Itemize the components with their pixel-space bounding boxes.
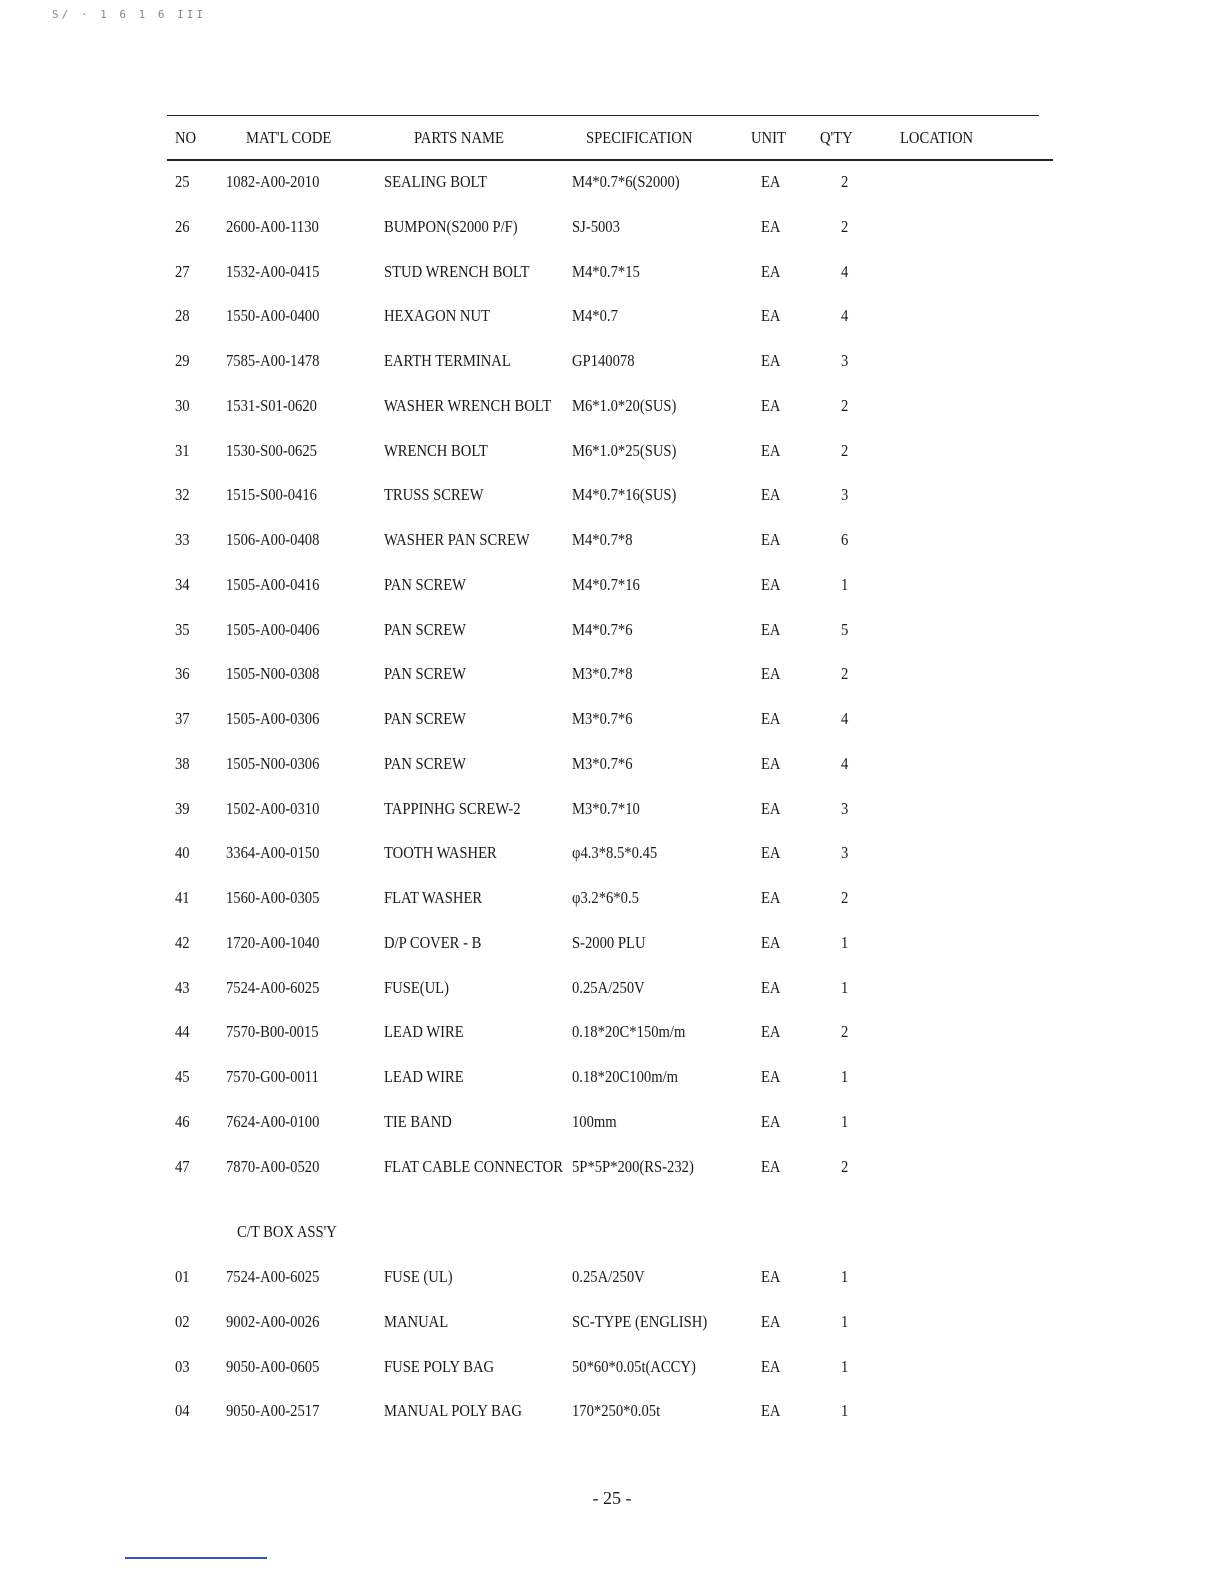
cell-name: FLAT CABLE CONNECTOR [384, 1156, 563, 1176]
cell-code: 1530-S00-0625 [226, 440, 317, 460]
table-row [0, 213, 1224, 241]
cell-no: 47 [175, 1156, 190, 1176]
cell-name: FUSE POLY BAG [384, 1356, 495, 1376]
cell-code: 1505-N00-0308 [226, 664, 320, 684]
table-header-row [0, 126, 1224, 150]
cell-qty: 1 [841, 1267, 849, 1286]
cell-unit: EA [761, 1111, 781, 1131]
cell-spec: M4*0.7*8 [572, 530, 633, 549]
cell-name: SEALING BOLT [384, 172, 488, 191]
cell-unit: EA [761, 216, 781, 236]
cell-unit: EA [761, 261, 781, 281]
cell-name: MANUAL [384, 1311, 449, 1331]
cell-spec: φ4.3*8.5*0.45 [572, 843, 658, 863]
cell-spec: M4*0.7*16 [572, 574, 640, 594]
cell-no: 34 [175, 574, 190, 594]
cell-spec: M3*0.7*10 [572, 798, 640, 818]
cell-unit: EA [761, 574, 781, 594]
cell-unit: EA [761, 1356, 781, 1376]
cell-code: 7570-G00-0011 [226, 1067, 319, 1086]
cell-unit: EA [761, 1022, 781, 1042]
cell-unit: EA [761, 306, 781, 326]
table-row [0, 1353, 1224, 1381]
table-row [0, 481, 1224, 509]
header-no: NO [175, 128, 197, 147]
cell-name: LEAD WIRE [384, 1022, 464, 1042]
cell-unit: EA [761, 1156, 781, 1176]
table-row [0, 660, 1224, 688]
cell-no: 35 [175, 619, 190, 639]
cell-unit: EA [761, 798, 781, 818]
cell-code: 1505-N00-0306 [226, 753, 320, 773]
section-title: C/T BOX ASS'Y [237, 1222, 337, 1241]
cell-unit: EA [761, 888, 781, 907]
cell-unit: EA [761, 932, 781, 952]
cell-unit: EA [761, 709, 781, 728]
cell-no: 31 [175, 440, 190, 460]
cell-qty: 4 [841, 306, 849, 326]
cell-no: 30 [175, 395, 190, 415]
cell-spec: M4*0.7*16(SUS) [572, 485, 677, 505]
cell-spec: 0.18*20C*150m/m [572, 1022, 686, 1042]
cell-name: PAN SCREW [384, 619, 466, 639]
cell-no: 28 [175, 306, 190, 326]
cell-code: 7624-A00-0100 [226, 1111, 320, 1131]
cell-name: EARTH TERMINAL [384, 351, 511, 370]
cell-qty: 2 [841, 888, 849, 907]
cell-code: 7524-A00-6025 [226, 977, 320, 997]
cell-unit: EA [761, 619, 781, 639]
cell-qty: 5 [841, 619, 849, 639]
cell-spec: 50*60*0.05t(ACCY) [572, 1356, 696, 1376]
cell-qty: 2 [841, 1022, 849, 1042]
table-row [0, 974, 1224, 1002]
table-row [0, 392, 1224, 420]
cell-unit: EA [761, 351, 781, 370]
cell-spec: GP140078 [572, 351, 635, 370]
table-row [0, 705, 1224, 733]
cell-qty: 4 [841, 709, 849, 728]
cell-code: 7870-A00-0520 [226, 1156, 320, 1176]
cell-name: STUD WRENCH BOLT [384, 261, 530, 281]
table-row [0, 1018, 1224, 1046]
cell-qty: 2 [841, 395, 849, 415]
table-top-rule [167, 115, 1039, 116]
cell-qty: 6 [841, 530, 849, 549]
cell-qty: 3 [841, 843, 849, 863]
cell-no: 32 [175, 485, 190, 505]
table-row [0, 616, 1224, 644]
cell-no: 29 [175, 351, 190, 370]
cell-code: 1505-A00-0416 [226, 574, 320, 594]
cell-spec: M4*0.7*6(S2000) [572, 172, 680, 191]
cell-code: 1506-A00-0408 [226, 530, 320, 549]
cell-qty: 3 [841, 351, 849, 370]
table-row [0, 571, 1224, 599]
cell-code: 1720-A00-1040 [226, 932, 320, 952]
cell-qty: 3 [841, 485, 849, 505]
cell-spec: M3*0.7*6 [572, 709, 633, 728]
cell-qty: 1 [841, 1311, 849, 1331]
cell-code: 1502-A00-0310 [226, 798, 320, 818]
cell-no: 02 [175, 1311, 190, 1331]
cell-name: TOOTH WASHER [384, 843, 497, 863]
cell-code: 3364-A00-0150 [226, 843, 320, 863]
header-qty: Q'TY [820, 128, 853, 147]
cell-spec: M4*0.7*6 [572, 619, 633, 639]
cell-no: 37 [175, 709, 190, 728]
table-row [0, 1063, 1224, 1091]
table-header-rule [167, 159, 1053, 161]
cell-spec: M3*0.7*6 [572, 753, 633, 773]
cell-name: BUMPON(S2000 P/F) [384, 216, 518, 236]
table-row [0, 1108, 1224, 1136]
cell-code: 7585-A00-1478 [226, 351, 320, 370]
cell-qty: 1 [841, 1401, 849, 1421]
cell-name: FUSE(UL) [384, 977, 449, 997]
cell-no: 03 [175, 1356, 190, 1376]
cell-name: WRENCH BOLT [384, 440, 488, 460]
cell-name: MANUAL POLY BAG [384, 1401, 522, 1421]
table-row [0, 750, 1224, 778]
cell-no: 38 [175, 753, 190, 773]
cell-qty: 3 [841, 798, 849, 818]
cell-qty: 1 [841, 1356, 849, 1376]
table-row [0, 258, 1224, 286]
header-code: MAT'L CODE [246, 128, 332, 147]
cell-no: 46 [175, 1111, 190, 1131]
cell-no: 33 [175, 530, 190, 549]
footer-link-underline [125, 1557, 267, 1559]
cell-qty: 1 [841, 574, 849, 594]
cell-no: 26 [175, 216, 190, 236]
cell-qty: 1 [841, 977, 849, 997]
table-row [0, 795, 1224, 823]
cell-no: 01 [175, 1267, 190, 1286]
cell-qty: 2 [841, 1156, 849, 1176]
header-name: PARTS NAME [414, 128, 504, 147]
cell-spec: M6*1.0*20(SUS) [572, 395, 677, 415]
table-row [0, 437, 1224, 465]
cell-name: LEAD WIRE [384, 1067, 464, 1086]
cell-qty: 2 [841, 664, 849, 684]
cell-code: 1560-A00-0305 [226, 888, 320, 907]
cell-spec: 100mm [572, 1111, 617, 1131]
cell-qty: 1 [841, 932, 849, 952]
table-row [0, 302, 1224, 330]
header-unit: UNIT [751, 128, 786, 147]
cell-no: 45 [175, 1067, 190, 1086]
cell-no: 36 [175, 664, 190, 684]
cell-spec: M3*0.7*8 [572, 664, 633, 684]
cell-qty: 2 [841, 216, 849, 236]
table-row [0, 1308, 1224, 1336]
cell-name: WASHER PAN SCREW [384, 530, 530, 549]
cell-spec: M6*1.0*25(SUS) [572, 440, 677, 460]
cell-unit: EA [761, 1401, 781, 1421]
cell-name: PAN SCREW [384, 574, 466, 594]
cell-code: 9050-A00-2517 [226, 1401, 320, 1421]
cell-spec: φ3.2*6*0.5 [572, 888, 639, 907]
cell-code: 7524-A00-6025 [226, 1267, 320, 1286]
cell-code: 1532-A00-0415 [226, 261, 320, 281]
cell-no: 40 [175, 843, 190, 863]
cell-name: PAN SCREW [384, 709, 466, 728]
cell-unit: EA [761, 664, 781, 684]
table-row [0, 526, 1224, 554]
cell-unit: EA [761, 753, 781, 773]
cell-unit: EA [761, 1067, 781, 1086]
table-row [0, 1263, 1224, 1291]
header-spec: SPECIFICATION [586, 128, 693, 147]
table-row [0, 839, 1224, 867]
cell-spec: SC-TYPE (ENGLISH) [572, 1311, 708, 1331]
cell-spec: 170*250*0.05t [572, 1401, 661, 1421]
cell-name: WASHER WRENCH BOLT [384, 395, 552, 415]
cell-qty: 2 [841, 172, 849, 191]
cell-qty: 4 [841, 753, 849, 773]
cell-unit: EA [761, 530, 781, 549]
cell-no: 43 [175, 977, 190, 997]
cell-code: 9050-A00-0605 [226, 1356, 320, 1376]
cell-name: FUSE (UL) [384, 1267, 453, 1286]
cell-spec: 0.25A/250V [572, 977, 645, 997]
cell-no: 41 [175, 888, 190, 907]
cell-unit: EA [761, 440, 781, 460]
cell-unit: EA [761, 1311, 781, 1331]
table-row [0, 1397, 1224, 1425]
cell-code: 9002-A00-0026 [226, 1311, 320, 1331]
table-row [0, 884, 1224, 912]
cell-code: 1550-A00-0400 [226, 306, 320, 326]
cell-code: 2600-A00-1130 [226, 216, 319, 236]
header-location: LOCATION [900, 128, 974, 147]
cell-spec: 0.25A/250V [572, 1267, 645, 1286]
cell-no: 04 [175, 1401, 190, 1421]
table-row [0, 929, 1224, 957]
cell-spec: S-2000 PLU [572, 932, 646, 952]
cell-code: 7570-B00-0015 [226, 1022, 319, 1042]
cell-no: 44 [175, 1022, 190, 1042]
cell-code: 1082-A00-2010 [226, 172, 320, 191]
cell-qty: 1 [841, 1067, 849, 1086]
cell-qty: 1 [841, 1111, 849, 1131]
table-row [0, 1153, 1224, 1181]
cell-unit: EA [761, 172, 781, 191]
cell-no: 42 [175, 932, 190, 952]
cell-name: HEXAGON NUT [384, 306, 490, 326]
cell-unit: EA [761, 843, 781, 863]
cell-spec: 5P*5P*200(RS-232) [572, 1156, 694, 1176]
cell-code: 1515-S00-0416 [226, 485, 317, 505]
page-number: - 25 - [592, 1488, 632, 1508]
cell-name: TRUSS SCREW [384, 485, 484, 505]
cell-no: 27 [175, 261, 190, 281]
cell-qty: 2 [841, 440, 849, 460]
cell-unit: EA [761, 395, 781, 415]
table-row [0, 347, 1224, 375]
cell-spec: M4*0.7*15 [572, 261, 640, 281]
cell-name: TIE BAND [384, 1111, 452, 1131]
cell-unit: EA [761, 485, 781, 505]
cell-spec: 0.18*20C100m/m [572, 1067, 679, 1086]
cell-spec: M4*0.7 [572, 306, 618, 326]
cell-no: 39 [175, 798, 190, 818]
cell-name: FLAT WASHER [384, 888, 483, 907]
cell-spec: SJ-5003 [572, 216, 620, 236]
cell-code: 1531-S01-0620 [226, 395, 317, 415]
cell-name: PAN SCREW [384, 753, 466, 773]
cell-code: 1505-A00-0406 [226, 619, 320, 639]
cell-unit: EA [761, 977, 781, 997]
cell-qty: 4 [841, 261, 849, 281]
cell-unit: EA [761, 1267, 781, 1286]
cell-no: 25 [175, 172, 190, 191]
cell-name: PAN SCREW [384, 664, 466, 684]
table-row [0, 168, 1224, 196]
cell-name: TAPPINHG SCREW-2 [384, 798, 521, 818]
corner-header-text: S/ · 1 6 1 6 III [52, 8, 206, 21]
cell-name: D/P COVER - B [384, 932, 482, 952]
cell-code: 1505-A00-0306 [226, 709, 320, 728]
